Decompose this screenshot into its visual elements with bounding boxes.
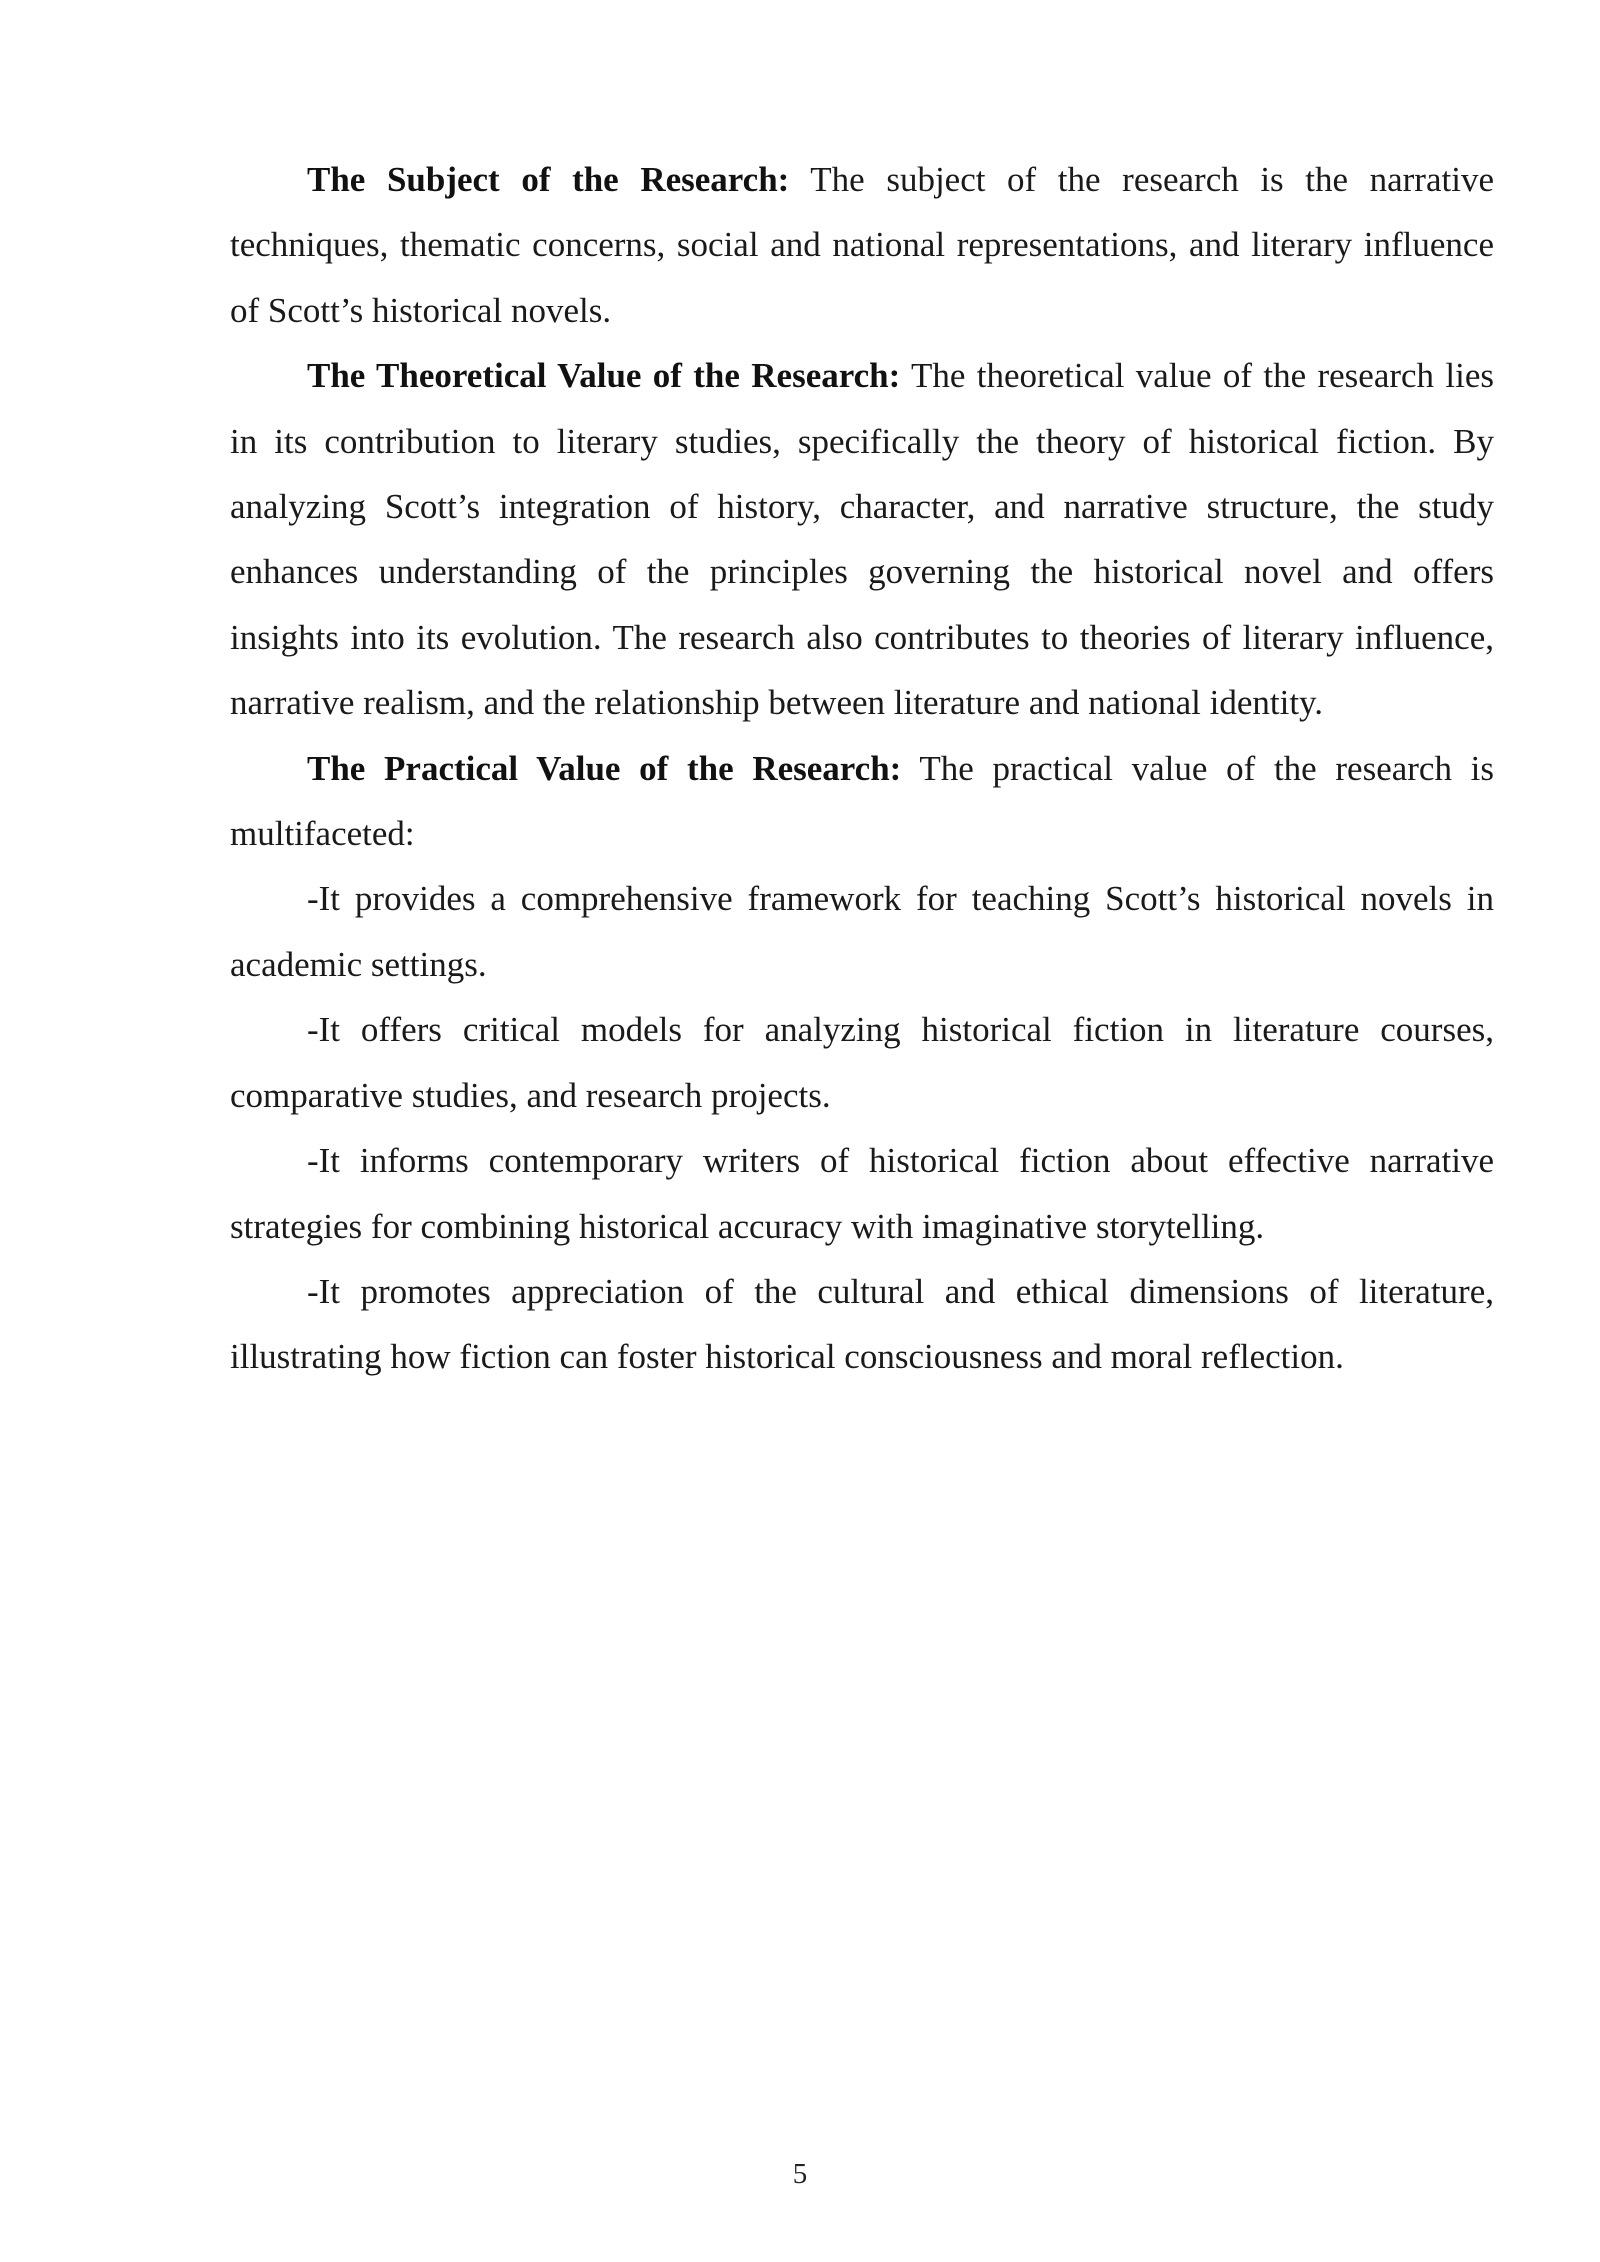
- paragraph-text: The theoretical value of the research lies in its contribution to literary studies, specifically the theory of historical fiction. By analyzing Scott’s integration of history, character, and narrative structure, the study enhances understanding of the principles governing the historical novel and offers insights into its evolution. The research also contributes to theories of literary influence, narrative realism, and the relationship between literature and national identity.: [230, 356, 1494, 723]
- list-item: -It informs contemporary writers of historical fiction about effective narrative strategies for combining historical accuracy with imaginative storytelling.: [230, 1141, 1494, 1246]
- list-item: -It offers critical models for analyzing historical fiction in literature courses, comparative studies, and research projects.: [230, 1010, 1494, 1115]
- paragraph-theoretical-value: [230, 343, 1494, 735]
- list-item: -It provides a comprehensive framework for teaching Scott’s historical novels in academic settings.: [230, 879, 1494, 984]
- page-number: 5: [792, 2158, 808, 2190]
- paragraph-heading: The Practical Value of the Research:: [307, 748, 902, 788]
- paragraph-subject-of-research: [230, 147, 1494, 343]
- list-item: -It promotes appreciation of the cultural and ethical dimensions of literature, illustrating how fiction can foster historical consciousness and moral reflection.: [230, 1271, 1494, 1377]
- paragraph-text: The practical value of the research is multifaceted:: [230, 748, 1494, 854]
- page-body: [230, 147, 1494, 1390]
- paragraph-text: The subject of the research is the narrative techniques, thematic concerns, social and national representations, and literary influence of Scott’s historical novels.: [230, 160, 1494, 330]
- paragraph-heading: The Subject of the Research:: [307, 160, 790, 199]
- paragraph-heading: The Theoretical Value of the Research:: [307, 356, 901, 396]
- paragraph-practical-value: [230, 736, 1494, 867]
